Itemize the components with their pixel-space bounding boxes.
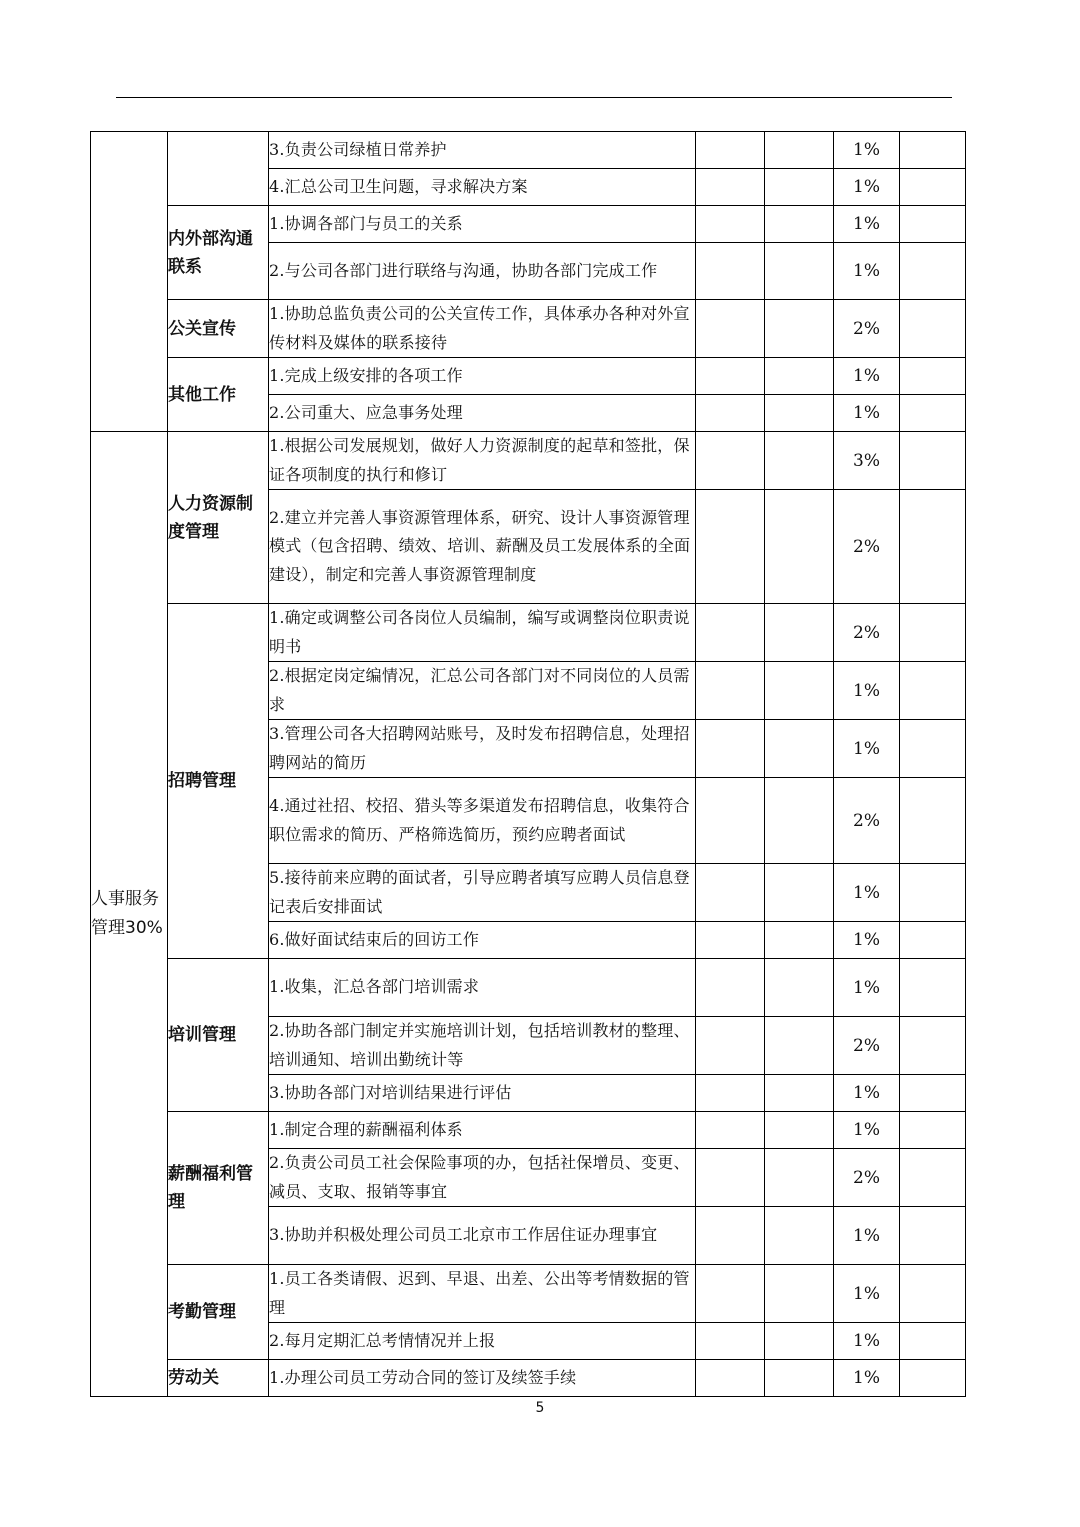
weight-cell: 2% xyxy=(834,300,900,358)
table-row xyxy=(91,358,966,395)
score-cell xyxy=(696,864,765,922)
task-cell: 4.汇总公司卫生问题，寻求解决方案 xyxy=(269,169,696,206)
category-cell-continued xyxy=(91,132,168,432)
task-cell: 6.做好面试结束后的回访工作 xyxy=(269,922,696,959)
subcategory-cell: 公关宣传 xyxy=(168,300,269,358)
table-row xyxy=(91,206,966,243)
score-cell xyxy=(765,1207,834,1265)
weight-cell: 1% xyxy=(834,169,900,206)
score-cell xyxy=(696,169,765,206)
weight-cell: 2% xyxy=(834,1149,900,1207)
task-cell: 5.接待前来应聘的面试者，引导应聘者填写应聘人员信息登记表后安排面试 xyxy=(269,864,696,922)
weight-cell: 1% xyxy=(834,1075,900,1112)
score-cell xyxy=(696,490,765,604)
subcategory-cell: 劳动关 xyxy=(168,1360,269,1397)
weight-cell: 2% xyxy=(834,778,900,864)
score-cell xyxy=(900,1360,966,1397)
weight-cell: 1% xyxy=(834,358,900,395)
task-cell: 2.根据定岗定编情况，汇总公司各部门对不同岗位的人员需求 xyxy=(269,662,696,720)
score-cell xyxy=(696,300,765,358)
score-cell xyxy=(765,243,834,300)
score-cell xyxy=(900,959,966,1017)
score-cell xyxy=(696,432,765,490)
score-cell xyxy=(696,604,765,662)
weight-cell: 1% xyxy=(834,1112,900,1149)
score-cell xyxy=(765,778,834,864)
subcategory-cell: 人力资源制度管理 xyxy=(168,432,269,604)
weight-cell: 1% xyxy=(834,132,900,169)
task-cell: 2.负责公司员工社会保险事项的办，包括社保增员、变更、减员、支取、报销等事宜 xyxy=(269,1149,696,1207)
score-cell xyxy=(696,358,765,395)
task-cell: 3.管理公司各大招聘网站账号，及时发布招聘信息，处理招聘网站的简历 xyxy=(269,720,696,778)
score-cell xyxy=(765,300,834,358)
subcategory-cell: 招聘管理 xyxy=(168,604,269,959)
task-cell: 1.根据公司发展规划，做好人力资源制度的起草和签批，保证各项制度的执行和修订 xyxy=(269,432,696,490)
score-cell xyxy=(900,604,966,662)
score-cell xyxy=(900,662,966,720)
table-row xyxy=(91,959,966,1017)
weight-cell: 1% xyxy=(834,662,900,720)
task-cell: 3.协助各部门对培训结果进行评估 xyxy=(269,1075,696,1112)
task-cell: 2.公司重大、应急事务处理 xyxy=(269,395,696,432)
task-cell: 3.负责公司绿植日常养护 xyxy=(269,132,696,169)
score-cell xyxy=(900,1149,966,1207)
score-cell xyxy=(696,662,765,720)
score-cell xyxy=(765,206,834,243)
score-cell xyxy=(900,169,966,206)
table-row xyxy=(91,132,966,169)
score-cell xyxy=(765,490,834,604)
score-cell xyxy=(765,132,834,169)
weight-cell: 2% xyxy=(834,604,900,662)
subcategory-cell: 薪酬福利管理 xyxy=(168,1112,269,1265)
score-cell xyxy=(696,206,765,243)
task-cell: 2.协助各部门制定并实施培训计划，包括培训教材的整理、培训通知、培训出勤统计等 xyxy=(269,1017,696,1075)
task-cell: 1.协调各部门与员工的关系 xyxy=(269,206,696,243)
score-cell xyxy=(900,720,966,778)
subcategory-cell-continued xyxy=(168,132,269,206)
score-cell xyxy=(765,395,834,432)
weight-cell: 1% xyxy=(834,959,900,1017)
table-row xyxy=(91,1112,966,1149)
weight-cell: 1% xyxy=(834,243,900,300)
weight-cell: 2% xyxy=(834,490,900,604)
score-cell xyxy=(696,922,765,959)
score-cell xyxy=(765,432,834,490)
table-row xyxy=(91,1360,966,1397)
score-cell xyxy=(765,720,834,778)
score-cell xyxy=(696,1323,765,1360)
score-cell xyxy=(900,1323,966,1360)
score-cell xyxy=(765,922,834,959)
weight-cell: 1% xyxy=(834,1265,900,1323)
page-number: 5 xyxy=(535,1400,545,1416)
score-cell xyxy=(900,395,966,432)
table-row xyxy=(91,1265,966,1323)
score-cell xyxy=(696,959,765,1017)
score-cell xyxy=(765,1265,834,1323)
task-cell: 2.建立并完善人事资源管理体系，研究、设计人事资源管理模式（包含招聘、绩效、培训、薪酬及员工发展体系的全面建设），制定和完善人事资源管理制度 xyxy=(269,490,696,604)
category-cell: 人事服务管理30% xyxy=(91,432,168,1397)
task-cell: 2.与公司各部门进行联络与沟通，协助各部门完成工作 xyxy=(269,243,696,300)
kpi-table xyxy=(90,131,966,1397)
task-cell: 2.每月定期汇总考情情况并上报 xyxy=(269,1323,696,1360)
score-cell xyxy=(696,1207,765,1265)
score-cell xyxy=(900,132,966,169)
score-cell xyxy=(696,1265,765,1323)
score-cell xyxy=(696,395,765,432)
subcategory-cell: 培训管理 xyxy=(168,959,269,1112)
score-cell xyxy=(765,1149,834,1207)
score-cell xyxy=(696,720,765,778)
score-cell xyxy=(765,604,834,662)
score-cell xyxy=(696,132,765,169)
weight-cell: 1% xyxy=(834,922,900,959)
task-cell: 1.协助总监负责公司的公关宣传工作，具体承办各种对外宣传材料及媒体的联系接待 xyxy=(269,300,696,358)
score-cell xyxy=(696,1360,765,1397)
score-cell xyxy=(900,1017,966,1075)
task-cell: 1.确定或调整公司各岗位人员编制，编写或调整岗位职责说明书 xyxy=(269,604,696,662)
weight-cell: 2% xyxy=(834,1017,900,1075)
score-cell xyxy=(765,959,834,1017)
score-cell xyxy=(900,432,966,490)
score-cell xyxy=(765,358,834,395)
table-row xyxy=(91,432,966,490)
task-cell: 1.收集，汇总各部门培训需求 xyxy=(269,959,696,1017)
weight-cell: 1% xyxy=(834,720,900,778)
weight-cell: 1% xyxy=(834,1323,900,1360)
score-cell xyxy=(900,490,966,604)
score-cell xyxy=(696,778,765,864)
score-cell xyxy=(765,1112,834,1149)
task-cell: 1.制定合理的薪酬福利体系 xyxy=(269,1112,696,1149)
score-cell xyxy=(900,1207,966,1265)
score-cell xyxy=(696,1149,765,1207)
weight-cell: 1% xyxy=(834,395,900,432)
score-cell xyxy=(696,1112,765,1149)
weight-cell: 3% xyxy=(834,432,900,490)
score-cell xyxy=(900,206,966,243)
subcategory-cell: 内外部沟通联系 xyxy=(168,206,269,300)
score-cell xyxy=(765,169,834,206)
header-rule xyxy=(116,97,952,98)
score-cell xyxy=(696,1017,765,1075)
score-cell xyxy=(765,1075,834,1112)
task-cell: 1.员工各类请假、迟到、早退、出差、公出等考情数据的管理 xyxy=(269,1265,696,1323)
score-cell xyxy=(696,1075,765,1112)
score-cell xyxy=(900,1075,966,1112)
task-cell: 1.完成上级安排的各项工作 xyxy=(269,358,696,395)
score-cell xyxy=(765,1323,834,1360)
score-cell xyxy=(900,922,966,959)
task-cell: 4.通过社招、校招、猎头等多渠道发布招聘信息，收集符合职位需求的简历、严格筛选简历，预约应聘者面试 xyxy=(269,778,696,864)
score-cell xyxy=(765,662,834,720)
score-cell xyxy=(900,300,966,358)
score-cell xyxy=(696,243,765,300)
weight-cell: 1% xyxy=(834,1360,900,1397)
score-cell xyxy=(765,864,834,922)
score-cell xyxy=(900,778,966,864)
score-cell xyxy=(900,243,966,300)
score-cell xyxy=(900,1265,966,1323)
subcategory-cell: 考勤管理 xyxy=(168,1265,269,1360)
task-cell: 1.办理公司员工劳动合同的签订及续签手续 xyxy=(269,1360,696,1397)
table-row xyxy=(91,604,966,662)
table-row xyxy=(91,300,966,358)
score-cell xyxy=(900,864,966,922)
weight-cell: 1% xyxy=(834,206,900,243)
score-cell xyxy=(900,358,966,395)
score-cell xyxy=(765,1360,834,1397)
subcategory-cell: 其他工作 xyxy=(168,358,269,432)
weight-cell: 1% xyxy=(834,1207,900,1265)
task-cell: 3.协助并积极处理公司员工北京市工作居住证办理事宜 xyxy=(269,1207,696,1265)
score-cell xyxy=(765,1017,834,1075)
score-cell xyxy=(900,1112,966,1149)
weight-cell: 1% xyxy=(834,864,900,922)
